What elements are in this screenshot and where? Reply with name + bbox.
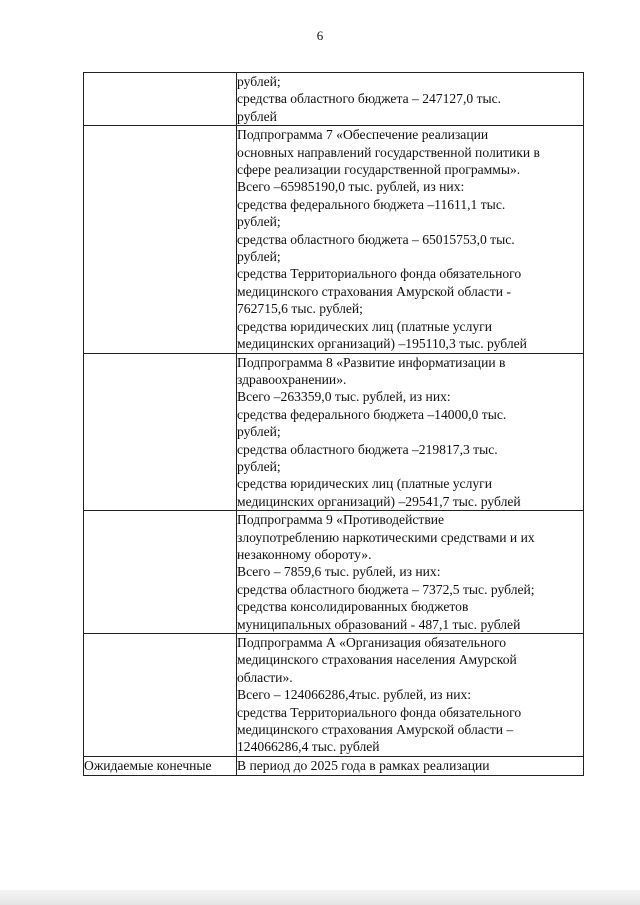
text-line: средства консолидированных бюджетов — [237, 599, 469, 615]
text-line: медицинского страхования Амурской области – — [237, 722, 514, 738]
text-line: Всего – 124066286,4тыс. рублей, из них: — [237, 687, 472, 703]
text-line: средства федерального бюджета –11611,1 тыс. — [237, 196, 506, 212]
page-number: 6 — [316, 28, 324, 43]
table-row — [84, 511, 584, 634]
text-line: средства юридических лиц (платные услуги — [237, 318, 493, 334]
text-line: Подпрограмма А «Организация обязательного — [237, 635, 507, 650]
text-line: основных направлений государственной политики в — [237, 144, 540, 160]
row-content-cell — [237, 353, 584, 511]
row-label-cell — [84, 634, 237, 757]
table-row — [84, 126, 584, 353]
table-row — [84, 353, 584, 511]
text-line: Подпрограмма 9 «Противодействие — [237, 512, 445, 528]
text-line: медицинского страхования населения Амурской — [237, 652, 517, 668]
text-line: средства областного бюджета – 7372,5 тыс. рублей; — [237, 581, 535, 597]
text-line: рублей; — [237, 249, 281, 265]
text-line: 762715,6 тыс. рублей; — [237, 301, 363, 317]
table-row-final — [84, 756, 584, 775]
text-line: Всего –65985190,0 тыс. рублей, из них: — [237, 179, 465, 195]
text-line: муниципальных образований - 487,1 тыс. рублей — [237, 616, 521, 632]
row-content-cell — [237, 634, 584, 757]
row-label-cell — [84, 73, 237, 126]
text-line: здравоохранении». — [237, 371, 347, 387]
text-line: средства областного бюджета – 247127,0 тыс. — [237, 91, 502, 107]
text-line: медицинских организаций) –29541,7 тыс. рублей — [237, 493, 521, 509]
text-line: В период до 2025 года в рамках реализации — [237, 757, 490, 773]
text-line: рублей; — [237, 214, 281, 230]
text-line: Всего – 7859,6 тыс. рублей, из них: — [237, 564, 441, 580]
text-line: средства областного бюджета –219817,3 тыс. — [237, 441, 498, 457]
row-content-cell — [237, 126, 584, 353]
text-line: рублей; — [237, 74, 281, 89]
text-line: средства Территориального фонда обязательного — [237, 704, 522, 720]
text-line: средства федерального бюджета –14000,0 тыс. — [237, 406, 507, 422]
table-row — [84, 634, 584, 757]
row-content-cell — [237, 73, 584, 126]
text-line: медицинского страхования Амурской области - — [237, 283, 511, 299]
row-label-cell — [84, 126, 237, 353]
row-label-cell — [84, 353, 237, 511]
program-passport-table — [83, 72, 584, 776]
text-line: средства областного бюджета – 65015753,0 тыс. — [237, 231, 515, 247]
row-label-expected-results: Ожидаемые конечные — [84, 756, 237, 775]
text-line: Всего –263359,0 тыс. рублей, из них: — [237, 389, 451, 405]
text-line: Подпрограмма 7 «Обеспечение реализации — [237, 127, 489, 143]
row-content-expected-results — [237, 756, 584, 775]
text-line: злоупотреблению наркотическими средствами и их — [237, 529, 535, 545]
text-line: 124066286,4 тыс. рублей — [237, 739, 380, 755]
text-line: рублей; — [237, 458, 281, 474]
text-line: области». — [237, 669, 293, 685]
text-line: медицинских организаций) –195110,3 тыс. рублей — [237, 336, 527, 352]
text-line: средства юридических лиц (платные услуги — [237, 476, 493, 492]
text-line: рублей — [237, 108, 277, 124]
text-line: незаконному обороту». — [237, 546, 372, 562]
text-line: рублей; — [237, 424, 281, 440]
row-content-cell — [237, 511, 584, 634]
text-line: средства Территориального фонда обязательного — [237, 266, 522, 282]
text-line: сфере реализации государственной программы». — [237, 162, 521, 178]
scan-bottom-edge — [0, 890, 640, 905]
table-row — [84, 73, 584, 126]
text-line: Подпрограмма 8 «Развитие информатизации в — [237, 354, 506, 370]
row-label-cell — [84, 511, 237, 634]
